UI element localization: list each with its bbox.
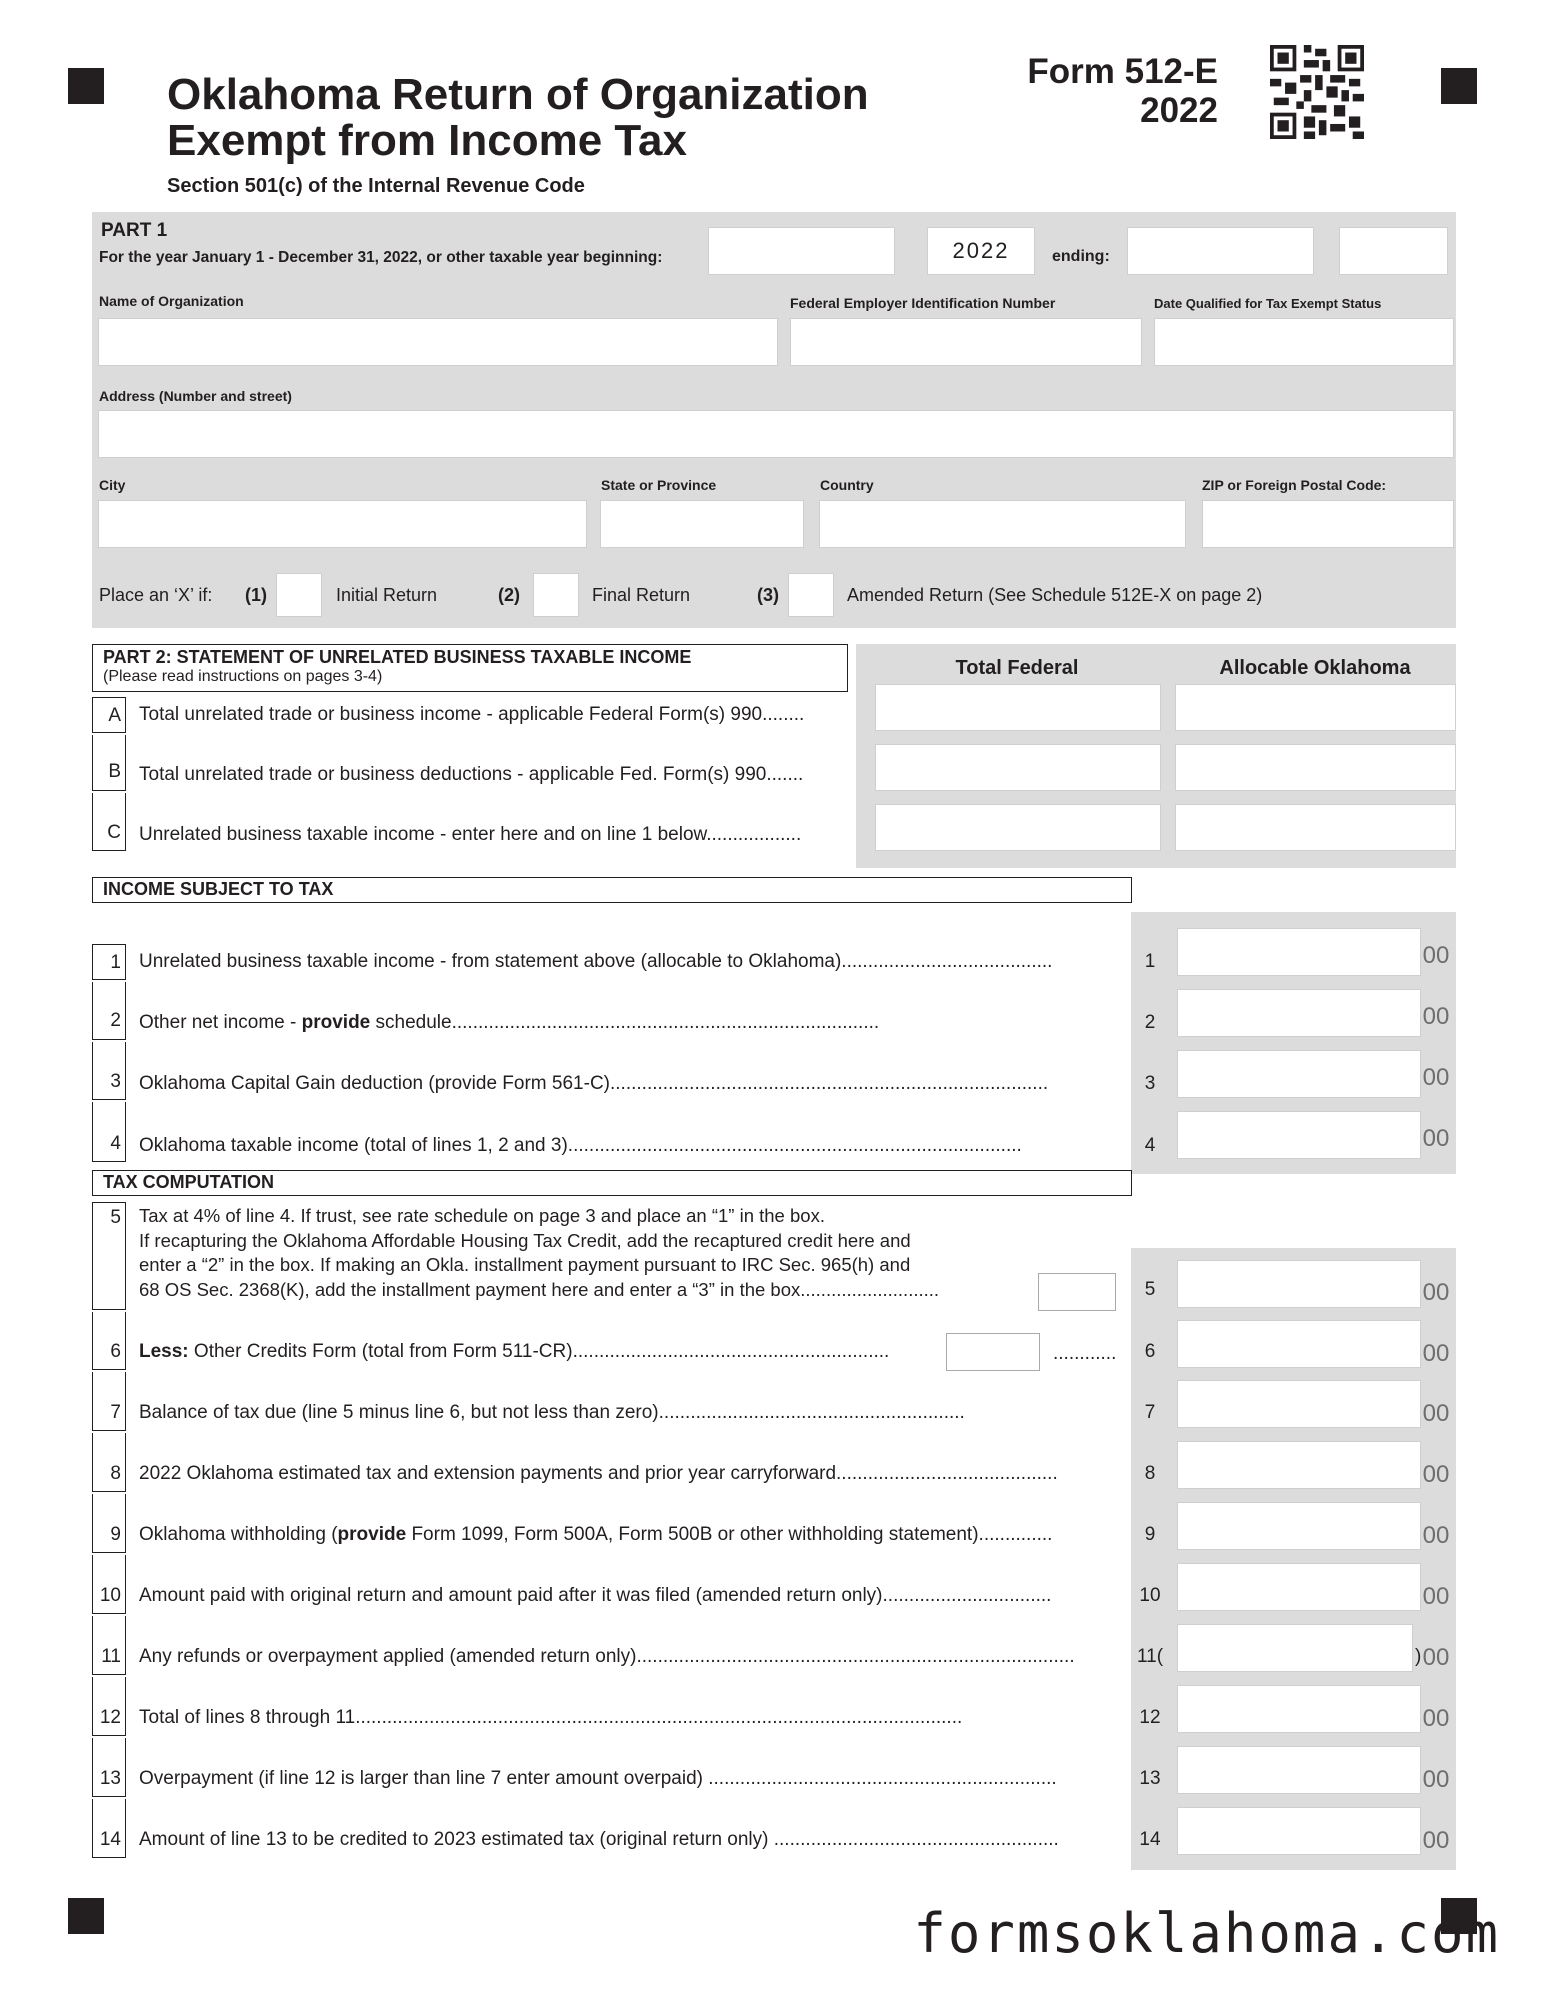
city-field[interactable]	[98, 500, 587, 548]
row-c-federal-field[interactable]	[875, 804, 1161, 851]
row-b-oklahoma-field[interactable]	[1175, 744, 1456, 791]
line-2-label-bold: provide	[301, 1012, 371, 1033]
line-14-cents: 00	[1422, 1827, 1450, 1854]
line-8-text	[139, 1456, 1121, 1492]
country-field[interactable]	[819, 500, 1186, 548]
line-4-dots: ......................................................................................	[567, 1135, 1022, 1156]
part2-heading-box	[92, 644, 848, 692]
line-11-ref	[1130, 1639, 1170, 1675]
line-5-ref: 5	[1144, 1279, 1156, 1300]
line-11-cents: 00	[1422, 1644, 1450, 1671]
line-5-number: 5	[92, 1202, 126, 1310]
line-8-ref-number: 8	[1144, 1463, 1156, 1484]
line-2-number: 2	[92, 982, 126, 1040]
line-6-ref: 6	[1144, 1341, 1156, 1362]
fein-field[interactable]	[790, 318, 1142, 366]
site-watermark: formsoklahoma.com	[913, 1902, 1500, 1965]
line-2-dots: .................................................................................	[451, 1012, 880, 1033]
line-5-dots: ...........................	[800, 1278, 940, 1300]
line-4-ref: 4	[1144, 1135, 1156, 1156]
line-1-cents: 00	[1422, 942, 1450, 969]
line-7-dots: ..........................................................	[658, 1402, 965, 1423]
line-5-amount-field[interactable]	[1177, 1260, 1421, 1308]
line-9-ref-number: 9	[1144, 1524, 1156, 1545]
line-1-amount-field[interactable]	[1177, 928, 1421, 976]
name-label: Name of Organization	[99, 293, 244, 309]
year-ending-year-field[interactable]	[1339, 227, 1448, 275]
title-line-1: Oklahoma Return of Organization	[167, 70, 869, 119]
option-1-number: (1)	[245, 585, 267, 605]
line-14-dots: ......................................................	[768, 1829, 1059, 1850]
registration-mark-top-right	[1441, 68, 1477, 104]
line-12-label: Total of lines 8 through 11	[139, 1707, 356, 1728]
final-return-label: Final Return	[592, 585, 691, 605]
line-12-dots: ...................................................................................................................	[355, 1707, 963, 1728]
line-11-dots: ...................................................................................	[636, 1646, 1075, 1667]
income-heading: INCOME SUBJECT TO TAX	[92, 877, 1132, 903]
city-label: City	[99, 477, 126, 493]
line-8-dots: ..........................................	[836, 1463, 1058, 1484]
year-ending-field[interactable]	[1127, 227, 1314, 275]
form-subtitle: Section 501(c) of the Internal Revenue Code	[167, 175, 585, 197]
line-11-paren-open: (	[1156, 1646, 1164, 1667]
country-label: Country	[820, 477, 874, 493]
line-10-ref-number: 10	[1139, 1585, 1161, 1606]
line-13-text	[139, 1761, 1121, 1797]
year-beginning-field[interactable]	[708, 227, 895, 275]
part2-letter-a: A	[92, 697, 126, 733]
line-4-amount-field[interactable]	[1177, 1111, 1421, 1159]
part2-letter-b: B	[92, 735, 126, 791]
part1-year-text: For the year January 1 - December 31, 2022, or other taxable year beginning:	[99, 249, 663, 266]
line-11-paren-close: )	[1415, 1646, 1422, 1667]
line-3-number: 3	[92, 1042, 126, 1100]
line-12-ref-number: 12	[1139, 1707, 1161, 1728]
line-14-label: Amount of line 13 to be credited to 2023 estimated tax (original return only)	[139, 1829, 769, 1850]
final-return-checkbox[interactable]	[533, 573, 579, 617]
zip-label: ZIP or Foreign Postal Code:	[1202, 477, 1387, 493]
line-7-cents: 00	[1422, 1400, 1450, 1427]
line-7-amount-field[interactable]	[1177, 1380, 1421, 1428]
line-5-label-4: 68 OS Sec. 2368(K), add the installment payment here and enter a “3” in the box	[139, 1278, 801, 1300]
ending-label: ending:	[1052, 248, 1110, 265]
line-4-text	[139, 1128, 1121, 1164]
line-10-amount-field[interactable]	[1177, 1563, 1421, 1611]
line-5-text-1: Tax at 4% of line 4. If trust, see rate schedule on page 3 and place an “1” in the box.	[139, 1205, 825, 1226]
line-8-amount-field[interactable]	[1177, 1441, 1421, 1489]
line-8-cents: 00	[1422, 1461, 1450, 1488]
line-9-ref	[1130, 1517, 1170, 1553]
line-12-amount-field[interactable]	[1177, 1685, 1421, 1733]
line-13-ref	[1130, 1761, 1170, 1797]
line-13-number: 13	[92, 1738, 126, 1797]
part2-row-b-text	[139, 757, 851, 793]
part2-row-c-dots: ..................	[706, 824, 802, 845]
line-6-text	[139, 1334, 939, 1370]
part2-row-c-label: Unrelated business taxable income - enter here and on line 1 below	[139, 824, 707, 845]
line-5-text	[139, 1204, 1119, 1302]
form-year: 2022	[1140, 91, 1218, 130]
date-qualified-field[interactable]	[1154, 318, 1454, 366]
registration-mark-bottom-left	[68, 1898, 104, 1934]
line-5-text-3: enter a “2” in the box. If making an Okla. installment payment pursuant to IRC Sec. 965(h) and	[139, 1254, 911, 1275]
line-14-ref	[1130, 1822, 1170, 1858]
line-14-text	[139, 1822, 1121, 1858]
part2-row-a-label: Total unrelated trade or business income - applicable Federal Form(s) 990	[139, 704, 763, 725]
total-federal-header: Total Federal	[955, 657, 1079, 679]
line-3-cents: 00	[1422, 1064, 1450, 1091]
line-11-text	[139, 1639, 1121, 1675]
part2-row-a-dots: ........	[762, 704, 805, 725]
line-6-dots-2: ............	[1053, 1343, 1117, 1364]
line-2-text	[139, 1005, 1121, 1041]
line-11-label: Any refunds or overpayment applied (amended return only)	[139, 1646, 637, 1667]
line-6-number: 6	[92, 1312, 126, 1370]
part2-row-b-dots: .......	[766, 764, 804, 785]
line-4-number: 4	[92, 1102, 126, 1162]
line-14-ref-number: 14	[1139, 1829, 1161, 1850]
option-3-number: (3)	[757, 585, 779, 605]
line-1-label: Unrelated business taxable income - from statement above (allocable to Oklahoma)	[139, 951, 842, 972]
part2-heading: PART 2: STATEMENT OF UNRELATED BUSINESS TAXABLE INCOME	[103, 647, 692, 667]
line-2-label-pre: Other net income -	[139, 1012, 302, 1033]
line-2-cents: 00	[1422, 1003, 1450, 1030]
line-13-label: Overpayment (if line 12 is larger than line 7 enter amount overpaid)	[139, 1768, 703, 1789]
line-3-text	[139, 1066, 1121, 1102]
line-11-number: 11	[92, 1616, 126, 1675]
line-3-label: Oklahoma Capital Gain deduction (provide Form 561-C)	[139, 1073, 610, 1094]
line-1-dots: ........................................	[841, 951, 1053, 972]
line-6-dots: ............................................................	[572, 1341, 890, 1362]
fein-label: Federal Employer Identification Number	[790, 295, 1056, 311]
line-11-ref-number: 11	[1136, 1646, 1157, 1667]
row-b-federal-field[interactable]	[875, 744, 1161, 791]
line-10-number: 10	[92, 1555, 126, 1614]
part1-heading: PART 1	[101, 220, 168, 241]
line-9-number: 9	[92, 1494, 126, 1553]
line-9-label-post: Form 1099, Form 500A, Form 500B or other withholding statement)	[406, 1524, 979, 1545]
line-2-label-post: schedule	[370, 1012, 452, 1033]
line-9-label-pre: Oklahoma withholding (	[139, 1524, 338, 1545]
line-1-text	[139, 944, 1121, 980]
state-field[interactable]	[600, 500, 804, 548]
line-1-ref: 1	[1144, 951, 1156, 972]
address-field[interactable]	[98, 410, 1454, 458]
form-title	[167, 72, 869, 164]
line-13-amount-field[interactable]	[1177, 1746, 1421, 1794]
line-11-amount-field[interactable]	[1177, 1624, 1413, 1672]
line-13-cents: 00	[1422, 1766, 1450, 1793]
qr-code-icon	[1270, 45, 1364, 139]
line-12-number: 12	[92, 1677, 126, 1736]
line-10-cents: 00	[1422, 1583, 1450, 1610]
registration-mark-top-left	[68, 68, 104, 104]
title-line-2: Exempt from Income Tax	[167, 116, 687, 165]
allocable-oklahoma-header: Allocable Oklahoma	[1219, 657, 1411, 679]
line-9-dots: ..............	[978, 1524, 1053, 1545]
form-number-block	[1027, 52, 1218, 130]
line-5-text-4	[139, 1278, 1119, 1303]
line-6-credit-box[interactable]	[946, 1333, 1040, 1371]
line-8-number: 8	[92, 1433, 126, 1492]
line-7-text	[139, 1395, 1121, 1431]
address-label: Address (Number and street)	[99, 388, 292, 404]
line-3-amount-field[interactable]	[1177, 1050, 1421, 1098]
line-6-cents: 00	[1422, 1340, 1450, 1367]
line-3-dots: ...................................................................................	[610, 1073, 1049, 1094]
line-1-number: 1	[92, 944, 126, 980]
initial-return-checkbox[interactable]	[276, 573, 322, 617]
line-8-ref	[1130, 1456, 1170, 1492]
part2-row-a-text	[139, 697, 851, 733]
line-9-amount-field[interactable]	[1177, 1502, 1421, 1550]
line-7-label: Balance of tax due (line 5 minus line 6, but not less than zero)	[139, 1402, 659, 1423]
line-8-label: 2022 Oklahoma estimated tax and extension payments and prior year carryforward	[139, 1463, 837, 1484]
date-qualified-label: Date Qualified for Tax Exempt Status	[1154, 296, 1382, 311]
line-13-ref-number: 13	[1139, 1768, 1161, 1789]
line-7-ref-number: 7	[1144, 1402, 1156, 1423]
line-5-code-box[interactable]	[1038, 1273, 1116, 1311]
part2-row-b-label: Total unrelated trade or business deductions - applicable Fed. Form(s) 990	[139, 764, 767, 785]
form-number: Form 512-E	[1027, 52, 1218, 91]
line-10-ref	[1130, 1578, 1170, 1614]
line-3-ref: 3	[1144, 1073, 1156, 1094]
row-a-federal-field[interactable]	[875, 684, 1161, 731]
zip-field[interactable]	[1202, 500, 1454, 548]
state-label: State or Province	[601, 477, 717, 493]
line-10-text	[139, 1578, 1121, 1614]
line-12-ref	[1130, 1700, 1170, 1736]
line-6-label-bold: Less:	[139, 1341, 189, 1362]
line-9-cents: 00	[1422, 1522, 1450, 1549]
line-10-label: Amount paid with original return and amount paid after it was filed (amended return only)	[139, 1585, 883, 1606]
line-14-amount-field[interactable]	[1177, 1807, 1421, 1855]
line-12-text	[139, 1700, 1121, 1736]
line-4-cents: 00	[1422, 1125, 1450, 1152]
line-7-number: 7	[92, 1372, 126, 1431]
part2-row-c-text	[139, 817, 851, 853]
place-x-label: Place an ‘X’ if:	[99, 585, 213, 605]
line-14-number: 14	[92, 1799, 126, 1858]
line-6-amount-field[interactable]	[1177, 1320, 1421, 1368]
option-2-number: (2)	[498, 585, 520, 605]
amended-return-checkbox[interactable]	[788, 573, 834, 617]
line-5-text-2: If recapturing the Oklahoma Affordable Housing Tax Credit, add the recaptured credit here and	[139, 1229, 911, 1251]
line-2-amount-field[interactable]	[1177, 989, 1421, 1037]
amended-return-label: Amended Return (See Schedule 512E-X on page 2)	[847, 585, 1263, 605]
line-6-label: Other Credits Form (total from Form 511-CR)	[188, 1341, 573, 1362]
part2-subheading: (Please read instructions on pages 3-4)	[103, 668, 383, 685]
line-10-dots: ................................	[882, 1585, 1052, 1606]
tax-computation-heading: TAX COMPUTATION	[92, 1170, 1132, 1196]
line-9-text	[139, 1517, 1121, 1553]
part2-letter-c: C	[92, 793, 126, 851]
initial-return-label: Initial Return	[336, 585, 438, 605]
line-9-label-bold: provide	[337, 1524, 407, 1545]
organization-name-field[interactable]	[98, 318, 778, 366]
line-5-cents: 00	[1422, 1279, 1450, 1306]
year-field[interactable]: 2022	[927, 227, 1035, 275]
line-2-ref: 2	[1144, 1012, 1156, 1033]
line-7-ref	[1130, 1395, 1170, 1431]
row-a-oklahoma-field[interactable]	[1175, 684, 1456, 731]
line-12-cents: 00	[1422, 1705, 1450, 1732]
line-4-label: Oklahoma taxable income (total of lines 1, 2 and 3)	[139, 1135, 568, 1156]
row-c-oklahoma-field[interactable]	[1175, 804, 1456, 851]
line-13-dots: ..................................................................	[702, 1768, 1057, 1789]
